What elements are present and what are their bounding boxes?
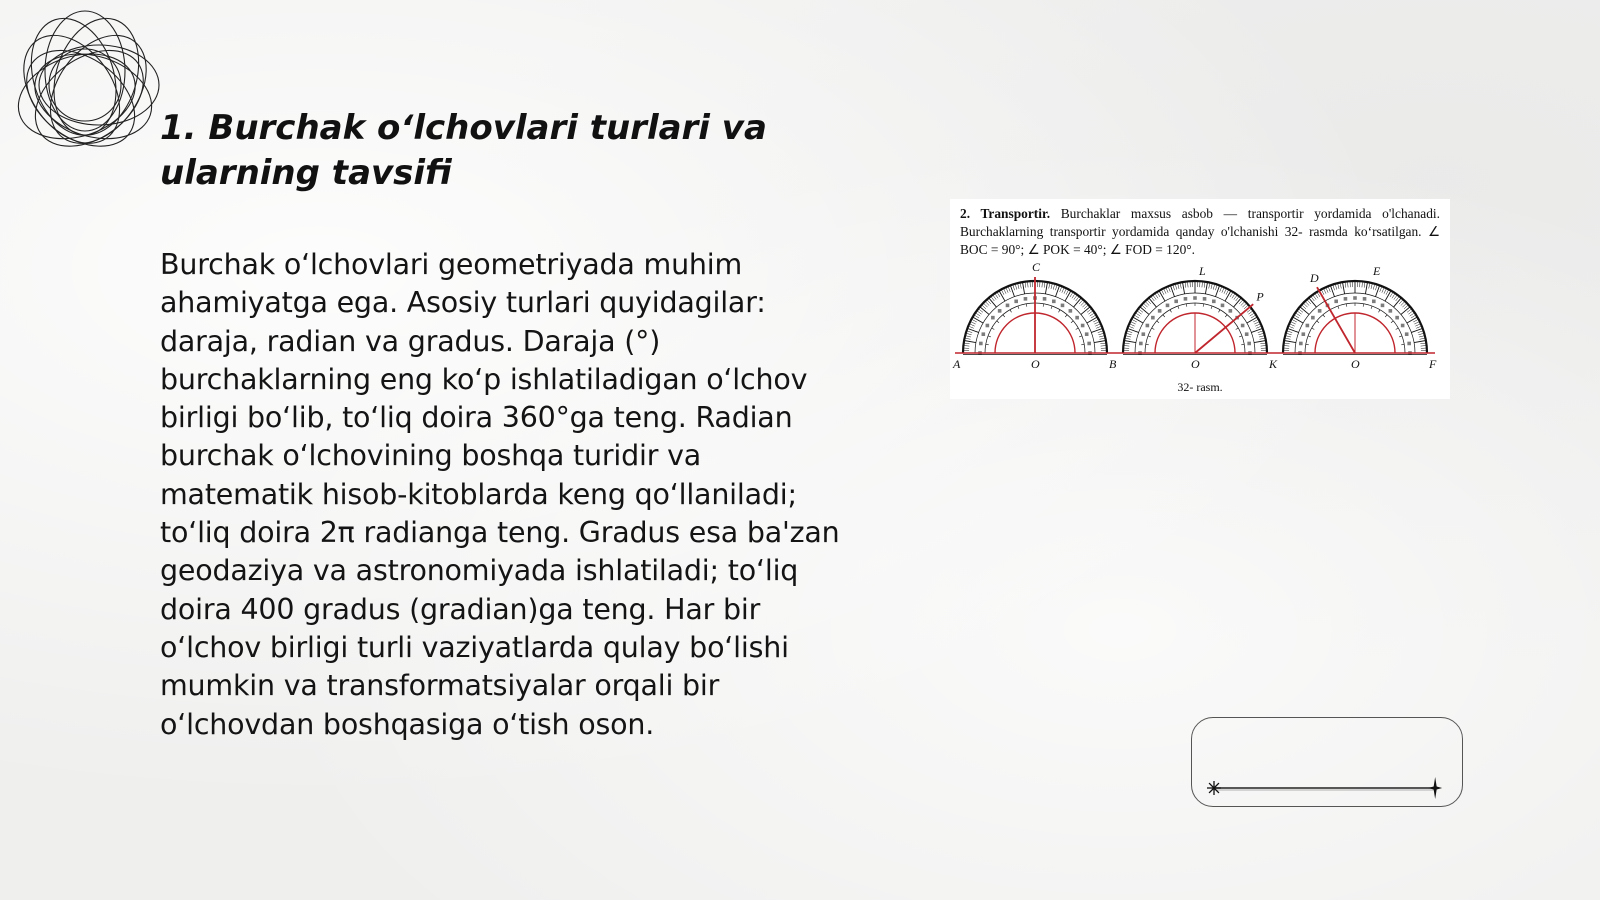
protractor-1: [952, 260, 1117, 371]
figure-number: 32- rasm.: [1177, 380, 1223, 394]
label-top: L: [1199, 264, 1206, 278]
figure-caption-lead: 2. Transportir.: [960, 206, 1051, 221]
figure-caption-text: Burchaklar maxsus asbob — transportir yordamida o'lchanadi. Burchaklarning transportir yordamida qanday o'lchanishi 32- rasmda ko‘rsatilgan. ∠ BOC = 90°; ∠ POK = 40°; ∠ FOD = 120°.: [960, 206, 1440, 257]
label-ray: C: [1032, 260, 1041, 274]
protractor-drawings: [950, 257, 1450, 399]
label-ray: D: [1310, 270, 1319, 285]
star-cross-icon: [1428, 777, 1442, 799]
slide-progress-indicator: [1191, 717, 1463, 807]
protractor-3: [1275, 264, 1437, 371]
protractor-2: [1115, 264, 1278, 371]
label-top: E: [1373, 264, 1381, 278]
label-center: O: [1031, 357, 1040, 371]
label-center: O: [1191, 357, 1200, 371]
slide-body-text: Burchak o‘lchovlari geometriyada muhim ahamiyatga ega. Asosiy turlari quyidagilar: daraja, radian va gradus. Daraja (°) burchaklarning eng ko‘p ishlatiladigan o‘lchov birligi bo‘lib, to‘liq doira 360°ga teng. Radian burchak o‘lchovining boshqa turidir va matematik hisob-kitoblarda keng qo‘llaniladi; to‘liq doira 2π radianga teng. Gradus esa ba'zan geodaziya va astronomiyada ishlatiladi; to‘liq doira 400 gradus (gradian)ga teng. Har bir o‘lchov birligi turli vaziyatlarda qulay bo‘lishi mumkin va transformatsiyalar orqali bir o‘lchovdan boshqasiga o‘tish oson.: [160, 248, 840, 741]
figure-caption: [960, 205, 1440, 259]
circular-ornament-icon: [10, 10, 160, 160]
label-left: A: [953, 357, 961, 371]
label-center: O: [1351, 357, 1360, 371]
label-right: B: [1109, 357, 1117, 371]
label-ray: P: [1256, 289, 1264, 304]
sparkle-icon: [1207, 781, 1221, 795]
label-right: F: [1429, 357, 1437, 371]
progress-track: [1192, 718, 1464, 808]
label-right: K: [1269, 357, 1278, 371]
protractor-figure: [950, 199, 1450, 399]
slide-title: 1. Burchak o‘lchovlari turlari va ularning tavsifi: [160, 108, 767, 193]
